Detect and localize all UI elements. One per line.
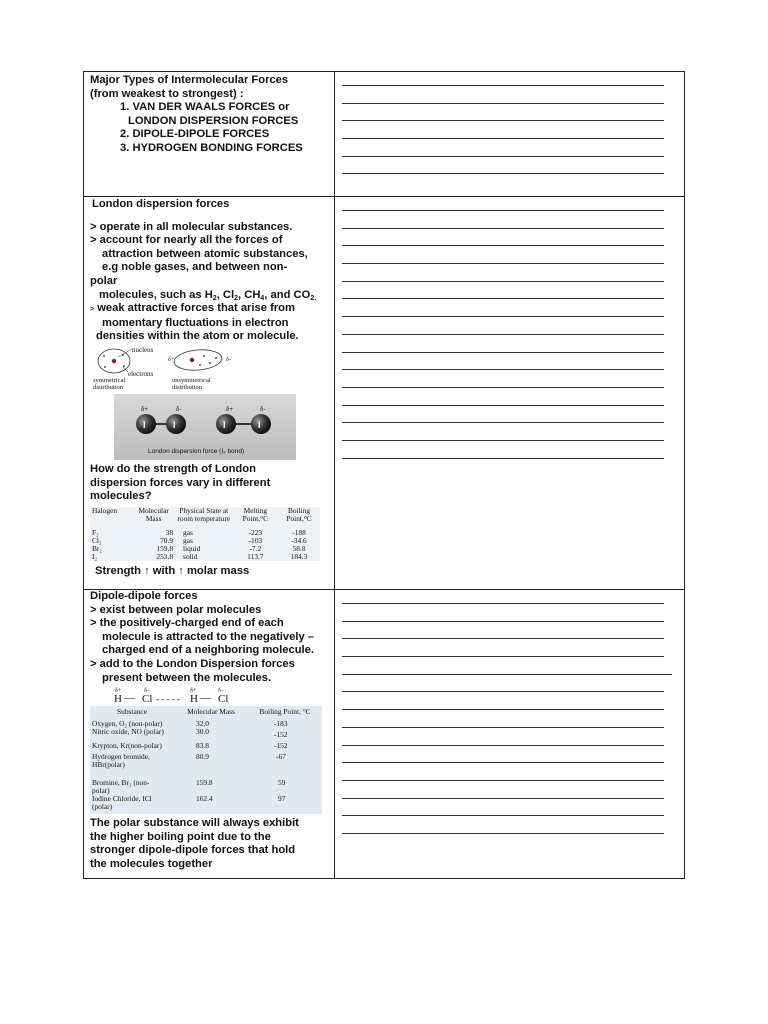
conclusion-line-1: The polar substance will always exhibit — [90, 817, 299, 830]
note-line[interactable] — [342, 263, 664, 264]
i2-caption: London dispersion force (I₂ bond) — [148, 447, 245, 455]
notes-lines-1 — [342, 85, 664, 191]
hcl-dplus-2: δ+ — [190, 688, 197, 695]
symmetrical-label: symmetrical distribution — [93, 376, 126, 391]
hcl-dipole-diagram — [90, 687, 328, 706]
hcl-cl-1: Cl — [142, 693, 153, 706]
i2-dispersion-image — [114, 394, 296, 460]
note-line[interactable] — [342, 173, 664, 174]
section-dipole — [84, 590, 334, 880]
nucleus-label: nucleus — [132, 345, 154, 354]
hcl-bond-1: — — [124, 692, 135, 705]
section1-title: Major Types of Intermolecular Forces — [90, 74, 289, 86]
table-row: Br₂ 159.8 liquid -7.2 58.8 — [92, 543, 306, 553]
notes-table — [83, 71, 685, 879]
note-line[interactable] — [342, 228, 664, 229]
note-line[interactable] — [342, 815, 664, 816]
electrons-label: electrons — [128, 369, 154, 378]
dipole-bullet-2b: molecule is attracted to the negatively – — [102, 630, 315, 643]
table-row: Krypton, Kr(non-polar) 83.8 -152 — [92, 741, 288, 751]
table-row: F₂ 38 gas -223 -188 — [92, 527, 306, 537]
conclusion-line-2: the higher boiling point due to the — [90, 830, 271, 843]
question-line-3: molecules? — [90, 490, 152, 503]
table-row: Iodine Chloride, ICl (polar) 162.4 97 — [92, 794, 286, 812]
table-row: I₂ 253.8 solid 113.7 184.3 — [92, 551, 308, 561]
hcl-dminus-2: δ– — [218, 688, 224, 695]
note-line[interactable] — [342, 656, 664, 657]
note-line[interactable] — [342, 387, 664, 388]
table-row: Nitric oxide, NO (polar) 30.0 -152 — [92, 727, 288, 740]
conclusion-line-3: stronger dipole-dipole forces that hold — [90, 844, 296, 857]
hcl-h-1: H — [114, 693, 122, 706]
note-line[interactable] — [342, 316, 664, 317]
atom-label-2: I — [173, 419, 176, 430]
hcl-dminus-1: δ– — [144, 688, 150, 695]
note-line[interactable] — [342, 281, 664, 282]
note-line[interactable] — [342, 691, 664, 692]
note-line[interactable] — [342, 440, 664, 441]
note-line[interactable] — [342, 405, 664, 406]
dist-delta-minus: δ- — [226, 356, 231, 363]
london-molecules: molecules, such as $H_2$, $Cl_2$, $CH_4$, and $CO_{2.}$ — [99, 288, 317, 302]
note-line[interactable] — [342, 334, 664, 335]
note-line[interactable] — [342, 780, 664, 781]
note-line[interactable] — [342, 674, 672, 675]
atom-label-1: I — [143, 419, 146, 430]
force-item-3: 3. HYDROGEN BONDING FORCES — [120, 141, 303, 154]
section3-title: Dipole-dipole forces — [90, 590, 198, 602]
london-bullet-3c: densities within the atom or molecule. — [96, 330, 299, 343]
table-row: Bromine, Br₂ (non-polar) 159.8 59 — [92, 778, 286, 796]
note-line[interactable] — [342, 85, 664, 86]
dipole-bullet-3b: present between the molecules. — [102, 671, 272, 684]
note-line[interactable] — [342, 621, 664, 622]
note-line[interactable] — [342, 352, 664, 353]
note-line[interactable] — [342, 745, 664, 746]
london-bullet-2d: polar — [90, 274, 118, 287]
strength-statement: Strength ↑ with ↑ molar mass — [95, 564, 250, 577]
i2-dminus-1: δ- — [176, 406, 182, 413]
note-line[interactable] — [342, 138, 664, 139]
dipole-bullet-2c: charged end of a neighboring molecule. — [102, 644, 314, 657]
note-line[interactable] — [342, 120, 664, 121]
note-line[interactable] — [342, 709, 664, 710]
conclusion-line-4: the molecules together — [90, 857, 213, 870]
note-line[interactable] — [342, 833, 664, 834]
note-line[interactable] — [342, 727, 664, 728]
notes-lines-2 — [342, 210, 664, 475]
i2-dplus-1: δ+ — [141, 406, 148, 413]
force-item-1: 1. VAN DER WAALS FORCES or — [120, 101, 290, 114]
note-line[interactable] — [342, 156, 664, 157]
table-row: Hydrogen bromide, HBr(polar) 80.9 -67 — [92, 752, 286, 770]
note-line[interactable] — [342, 245, 664, 246]
section-london — [84, 197, 334, 589]
dipole-table-header: Substance Molecular Mass Boiling Point, °C — [117, 707, 311, 717]
note-line[interactable] — [342, 638, 664, 639]
table-row: Cl₂ 70.9 gas -103 -34.6 — [92, 535, 307, 545]
electron-distribution-diagram — [90, 346, 320, 394]
london-bullet-1: > operate in all molecular substances. — [90, 220, 293, 233]
hcl-cl-2: Cl — [218, 693, 229, 706]
note-line[interactable] — [342, 298, 664, 299]
note-line[interactable] — [342, 422, 664, 423]
dipole-bullet-3: > add to the London Dispersion forces — [90, 657, 295, 670]
halogen-table-header: Halogen Molecular Mass Physical State at room temperature Melting Point,°C Boiling Point,°C — [92, 505, 312, 523]
hcl-h-2: H — [190, 693, 198, 706]
hcl-dplus-1: δ+ — [115, 688, 122, 695]
note-line[interactable] — [342, 369, 664, 370]
table-row: Oxygen, O₂ (non-polar) 32.0 -183 — [92, 719, 288, 729]
section2-title: London dispersion forces — [92, 198, 230, 210]
dipole-table — [90, 706, 322, 814]
atom-label-3: I — [223, 419, 226, 430]
question-line-2: dispersion forces vary in different — [90, 476, 271, 489]
dipole-bullet-2: > the positively-charged end of each — [90, 617, 284, 630]
note-line[interactable] — [342, 210, 664, 211]
halogen-table — [90, 507, 320, 561]
i2-dminus-2: δ- — [260, 406, 266, 413]
note-line[interactable] — [342, 762, 664, 763]
note-line[interactable] — [342, 103, 664, 104]
dipole-bullet-1: > exist between polar molecules — [90, 603, 262, 616]
london-bullet-2c: e.g noble gases, and between non- — [102, 261, 288, 274]
i2-dplus-2: δ+ — [226, 406, 233, 413]
notes-lines-3 — [342, 603, 672, 851]
unsymmetrical-label: unsymmetrical distribution — [172, 376, 211, 391]
dist-delta-plus: δ+ — [168, 356, 175, 363]
force-item-2: 2. DIPOLE-DIPOLE FORCES — [120, 128, 270, 141]
atom-label-4: I — [258, 419, 261, 430]
note-line[interactable] — [342, 458, 664, 459]
london-bullet-2b: attraction between atomic substances, — [102, 247, 308, 260]
section1-subtitle: (from weakest to strongest) : — [90, 87, 244, 100]
note-line[interactable] — [342, 798, 664, 799]
question-line-1: How do the strength of London — [90, 462, 256, 475]
note-line[interactable] — [342, 603, 664, 604]
london-bullet-3b: momentary fluctuations in electron — [102, 316, 289, 329]
london-bullet-2: > account for nearly all the forces of — [90, 234, 283, 247]
section-major-types — [84, 72, 334, 196]
london-bullet-3: > weak attractive forces that arise from — [90, 302, 295, 315]
hcl-attraction: - - - - - — [156, 694, 180, 705]
column-divider — [334, 72, 335, 878]
force-item-1b: LONDON DISPERSION FORCES — [128, 114, 299, 127]
hcl-bond-2: — — [200, 692, 211, 705]
